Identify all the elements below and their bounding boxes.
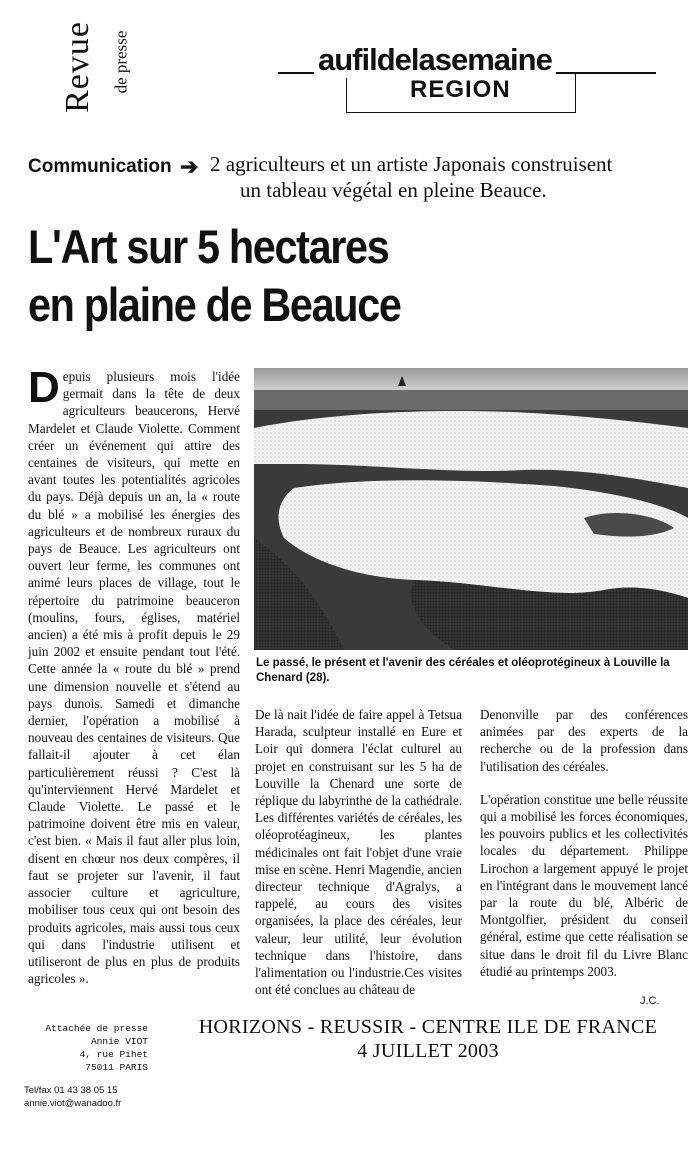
kicker-line-1: 2 agriculteurs et un artiste Japonais construisent	[210, 152, 613, 176]
arrow-right-icon: ➔	[180, 154, 199, 179]
section-subtitle: REGION	[410, 76, 511, 103]
column-1-text: epuis plusieurs mois l'idée germait dans la tête de deux agriculteurs beaucerons, Hervé Mardelet et Claude Violette. Comment créer un événement qui attire des centaines de visiteurs, qui mette en avant toutes les potentialités agricoles du pays. Déjà depuis un an, la « route du blé » a mobilisé les énergies des agriculteurs et de nombreux ruraux du pays de Beauce. Les agriculteurs ont ouvert leur ferme, les communes ont animé leurs places de village, tout le répertoire du patrimoine beauceron (moulins, fours, églises, matériel ancien) a été mis à profit depuis le 29 juin 2002 et ensuite pendant tout l'été. Cette année la « route du blé » prend une dimension nouvelle et s'étend au pays dunois. Samedi et dimanche dernier, l'opération a mobilisé à nouveau des centaines de visiteurs. Que fallait-il ajouter à cet élan particulièrement réussi ? C'est là qu'interviennent Hervé Mardelet et Claude Violette. Le passé et le patrimoine doivent être mis en valeur, c'est bien. « Mais il faut aller plus loin, disent en chœur nos deux compères, il faut se projeter sur l'avenir, il faut associer culture et agriculture, mobiliser tous ceux qui ont besoin des produits agricoles, mais aussi tous ceux qui dans l'industrie utilisent et utiliseront de plus en plus de produits agricoles ».	[28, 369, 240, 987]
article-column-3	[480, 706, 688, 1016]
contact-phone: Tel/fax 01 43 38 05 15	[24, 1085, 118, 1096]
section-title: aufildelasemaine	[314, 42, 556, 78]
headline-line-2: en plaine de Beauce	[28, 278, 401, 331]
headline-line-1: L'Art sur 5 hectares	[28, 220, 389, 273]
contact-street: 4, rue Pihet	[79, 1049, 148, 1060]
column-3-paragraph-1: Denonville par des conférences animées par des experts de la recherche ou de la profession dans l'utilisation des céréales.	[480, 707, 688, 774]
author-signature: J.C.	[640, 995, 660, 1007]
contact-details	[24, 1084, 121, 1110]
press-contact	[28, 1022, 148, 1074]
contact-role: Attachée de presse	[45, 1023, 148, 1034]
kicker-label: Communication	[28, 156, 172, 177]
field-photo	[254, 368, 688, 650]
section-banner	[278, 42, 656, 122]
revue-subtitle: de presse	[111, 30, 131, 94]
revue-de-presse-logo	[50, 8, 131, 118]
column-3-paragraph-2: L'opération constitue une belle réussite qui a mobilisé les forces économiques, les pouvoirs publics et les collectivités locales du département. Philippe Lirochon a largement appuyé le projet en l'intégrant dans le mouvement lancé par la route du blé, Albéric de Montgolfier, président du conseil général, estime que cette réalisation se situe dans le droit fil du Livre Blanc étudié au printemps 2003.	[480, 791, 688, 979]
publication-date: 4 JUILLET 2003	[357, 1040, 499, 1062]
revue-title: Revue	[58, 21, 96, 113]
contact-email: annie.viot@wanadoo.fr	[24, 1098, 122, 1109]
article-column-1	[28, 368, 240, 1028]
kicker-line-2: un tableau végétal en pleine Beauce.	[240, 178, 547, 202]
drop-cap: D	[28, 368, 60, 412]
contact-name: Annie VIOT	[90, 1036, 148, 1047]
publication-footer	[168, 1015, 688, 1063]
publication-name: HORIZONS - REUSSIR - CENTRE ILE DE FRANCE	[198, 1016, 658, 1038]
contact-city: 75011 PARIS	[85, 1062, 148, 1073]
photo-caption: Le passé, le présent et l'avenir des céréales et oléoprotégineux à Louville la Chenard (28).	[256, 657, 670, 684]
headline	[28, 218, 574, 334]
article-column-2: De là nait l'idée de faire appel à Tetsua Harada, sculpteur installé en Eure et Loir qui donnera l'éclat culturel au projet en construisant sur les 5 ha de Louville la Chenard une sorte de réplique du labyrinthe de la cathédrale. Les différentes variétés de céréales, les oléoprotéagineux, les plantes médicinales ont fait l'objet d'une vraie mise en scène. Henri Magendie, ancien directeur technique d'Agralys, a rappelé, au cours des visites organisées, la place des céréales, leur valeur, leur utilité, leur évolution technique dans l'histoire, dans l'alimentation ou l'industrie.Ces visites ont été conclues au château de	[255, 707, 462, 998]
